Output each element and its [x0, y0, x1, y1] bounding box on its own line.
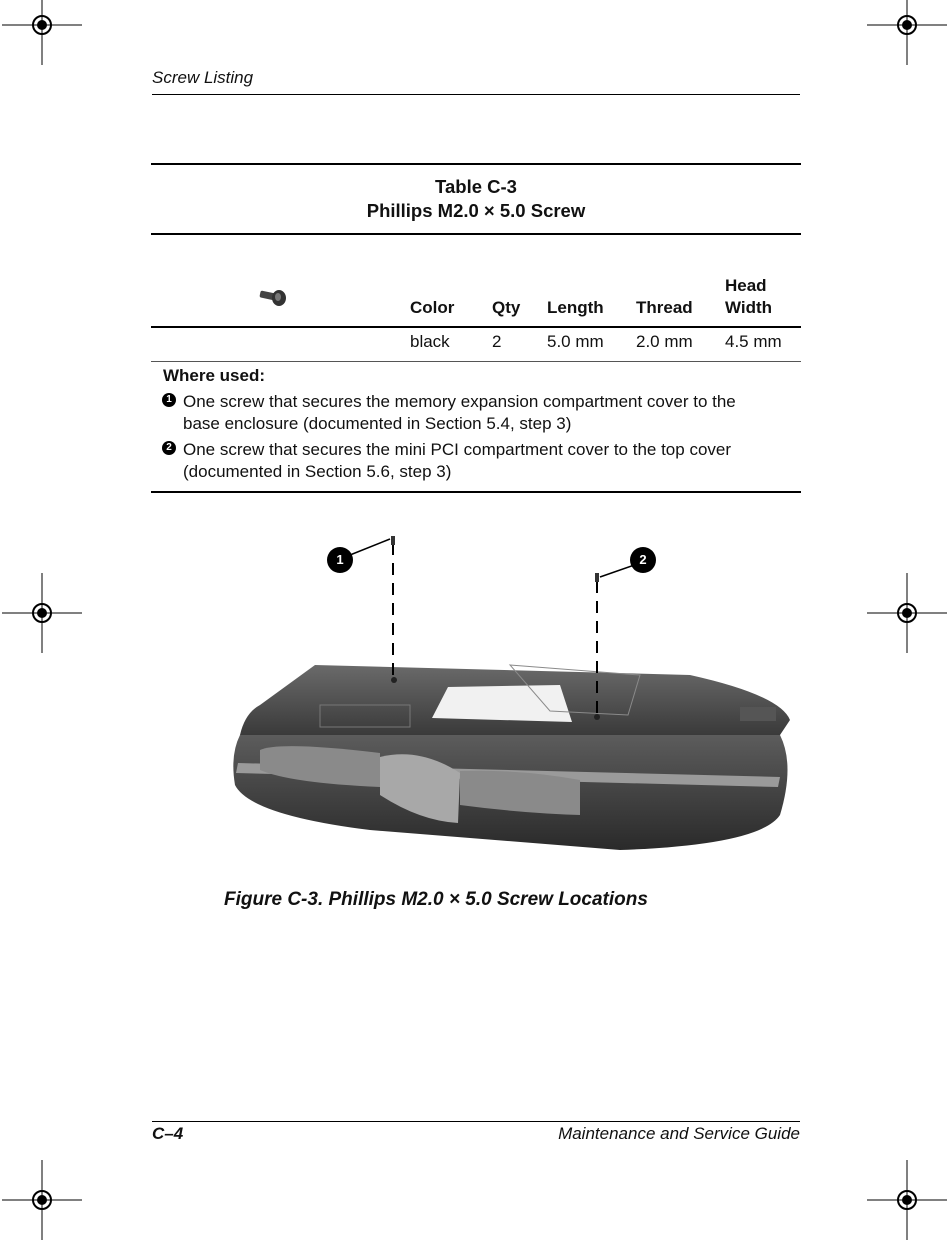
use-line: base enclosure (documented in Section 5.4, step 3) [183, 414, 572, 433]
column-header-length: Length [547, 298, 604, 317]
registration-mark-icon [2, 0, 82, 65]
registration-mark-icon [867, 0, 947, 65]
cell-head-width: 4.5 mm [725, 332, 782, 351]
column-header-head-width-line1: Head [725, 276, 767, 295]
where-used-label: Where used: [163, 366, 266, 385]
callout-marker: 1 [162, 393, 176, 407]
table-bottom-rule [151, 491, 801, 493]
use-line: One screw that secures the memory expansion compartment cover to the [183, 392, 736, 411]
cell-length: 5.0 mm [547, 332, 604, 351]
table-top-rule [151, 163, 801, 165]
table-row-rule [151, 361, 801, 362]
running-header: Screw Listing [152, 68, 254, 87]
registration-mark-icon [2, 573, 82, 653]
notebook-underside-illustration [220, 525, 800, 865]
figure-callout-1: 1 [327, 547, 353, 573]
table-id-label: Table C-3 [435, 176, 517, 197]
page-number: C–4 [152, 1124, 184, 1143]
registration-mark-icon [867, 573, 947, 653]
table-title: Phillips M2.0 × 5.0 Screw [366, 200, 586, 221]
screw-icon [256, 285, 290, 311]
header-divider [152, 94, 800, 95]
registration-mark-icon [2, 1160, 82, 1240]
column-header-qty: Qty [492, 298, 521, 317]
column-header-color: Color [410, 298, 455, 317]
list-item [162, 439, 782, 483]
cell-thread: 2.0 mm [636, 332, 693, 351]
registration-mark-icon [867, 1160, 947, 1240]
list-item [162, 391, 782, 435]
column-header-head-width-line2: Width [725, 298, 773, 317]
use-line: One screw that secures the mini PCI compartment cover to the top cover [183, 440, 732, 459]
figure-caption: Figure C-3. Phillips M2.0 × 5.0 Screw Locations [224, 889, 648, 910]
use-line: (documented in Section 5.6, step 3) [183, 462, 452, 481]
callout-marker: 2 [162, 441, 176, 455]
footer-divider [152, 1121, 800, 1122]
column-header-thread: Thread [636, 298, 693, 317]
guide-title: Maintenance and Service Guide [558, 1124, 800, 1143]
figure-callout-2: 2 [630, 547, 656, 573]
table-header-rule [151, 326, 801, 328]
cell-qty: 2 [492, 332, 502, 351]
cell-color: black [410, 332, 450, 351]
table-title-rule [151, 233, 801, 235]
